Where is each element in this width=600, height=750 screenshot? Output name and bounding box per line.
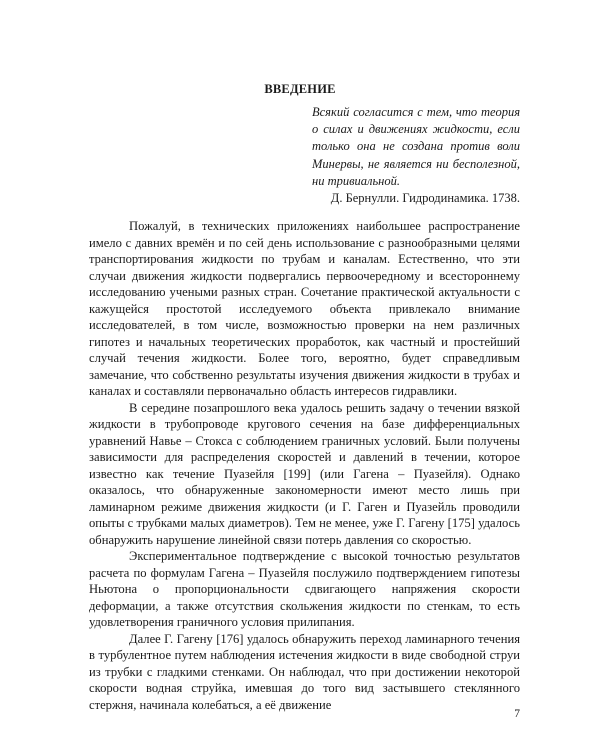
paragraph: В середине позапрошлого века удалось решить задачу о течении вязкой жидкости в трубопроводе кругового сечения на базе дифференциальных уравнений Навье – Стокса с соблюдением граничных условий. Были получены зависимости для распределения скоростей и давлений в течении, которое известно как течение Пуазейля [199] (или Гагена – Пуазейля). Однако оказалось, что обнаруженные закономерности имеют место лишь при ламинарном режиме движения жидкости (и Г. Гаген и Пуазейль проводили опыты с трубками малых диаметров). Тем не менее, уже Г. Гагену [175] удалось обнаружить нарушение линейной связи потерь давления со скоростью. — [89, 400, 520, 547]
chapter-title: ВВЕДЕНИЕ — [264, 82, 336, 96]
epigraph-source: Д. Бернулли. Гидродинамика. 1738. — [330, 191, 520, 205]
epigraph-quote: Всякий согласится с тем, что теория о силах и движениях жидкости, если только она не создана против воли Минервы, не является ни бесполезной, ни тривиальной. — [312, 105, 520, 188]
page-number: 7 — [514, 708, 520, 720]
paragraph: Экспериментальное подтверждение с высокой точностью результатов расчета по формулам Гагена – Пуазейля послужило подтверждением гипотезы Ньютона о пропорциональности сдвигающего напряжения скорости деформации, а также отсутствия скольжения жидкости по стенкам, то есть удовлетворения граничного условия прилипания. — [89, 549, 520, 629]
paragraph: Далее Г. Гагену [176] удалось обнаружить переход ламинарного течения в турбулентное путем наблюдения истечения жидкости в виде свободной струи из трубки с гладкими стенками. Он наблюдал, что при достижении некоторой скорости водная струйка, имевшая до того вид застывшего стеклянного стержня, начинала колебаться, а её движение — [89, 631, 520, 712]
paragraph: Пожалуй, в технических приложениях наибольшее распространение имело с давних времён и по сей день использование с разнообразными целями транспортирования жидкости по трубам и каналам. Естественно, что эти случаи движения жидкости подвергались первоочередному и всестороннему исследованию учеными разных стран. Сочетание практической актуальности с кажущейся простотой исследуемого объекта привлекало внимание исследователей, в том числе, возможностью проверки на нем различных гипотез и начальных теоретических проработок, как частный и простейший случай течения жидкости. Более того, вероятно, будет справедливым замечание, что собственно результаты изучения движения жидкости в трубах и каналах и составляли первоначально область интересов гидравлики. — [89, 219, 520, 398]
body-text — [89, 218, 520, 713]
